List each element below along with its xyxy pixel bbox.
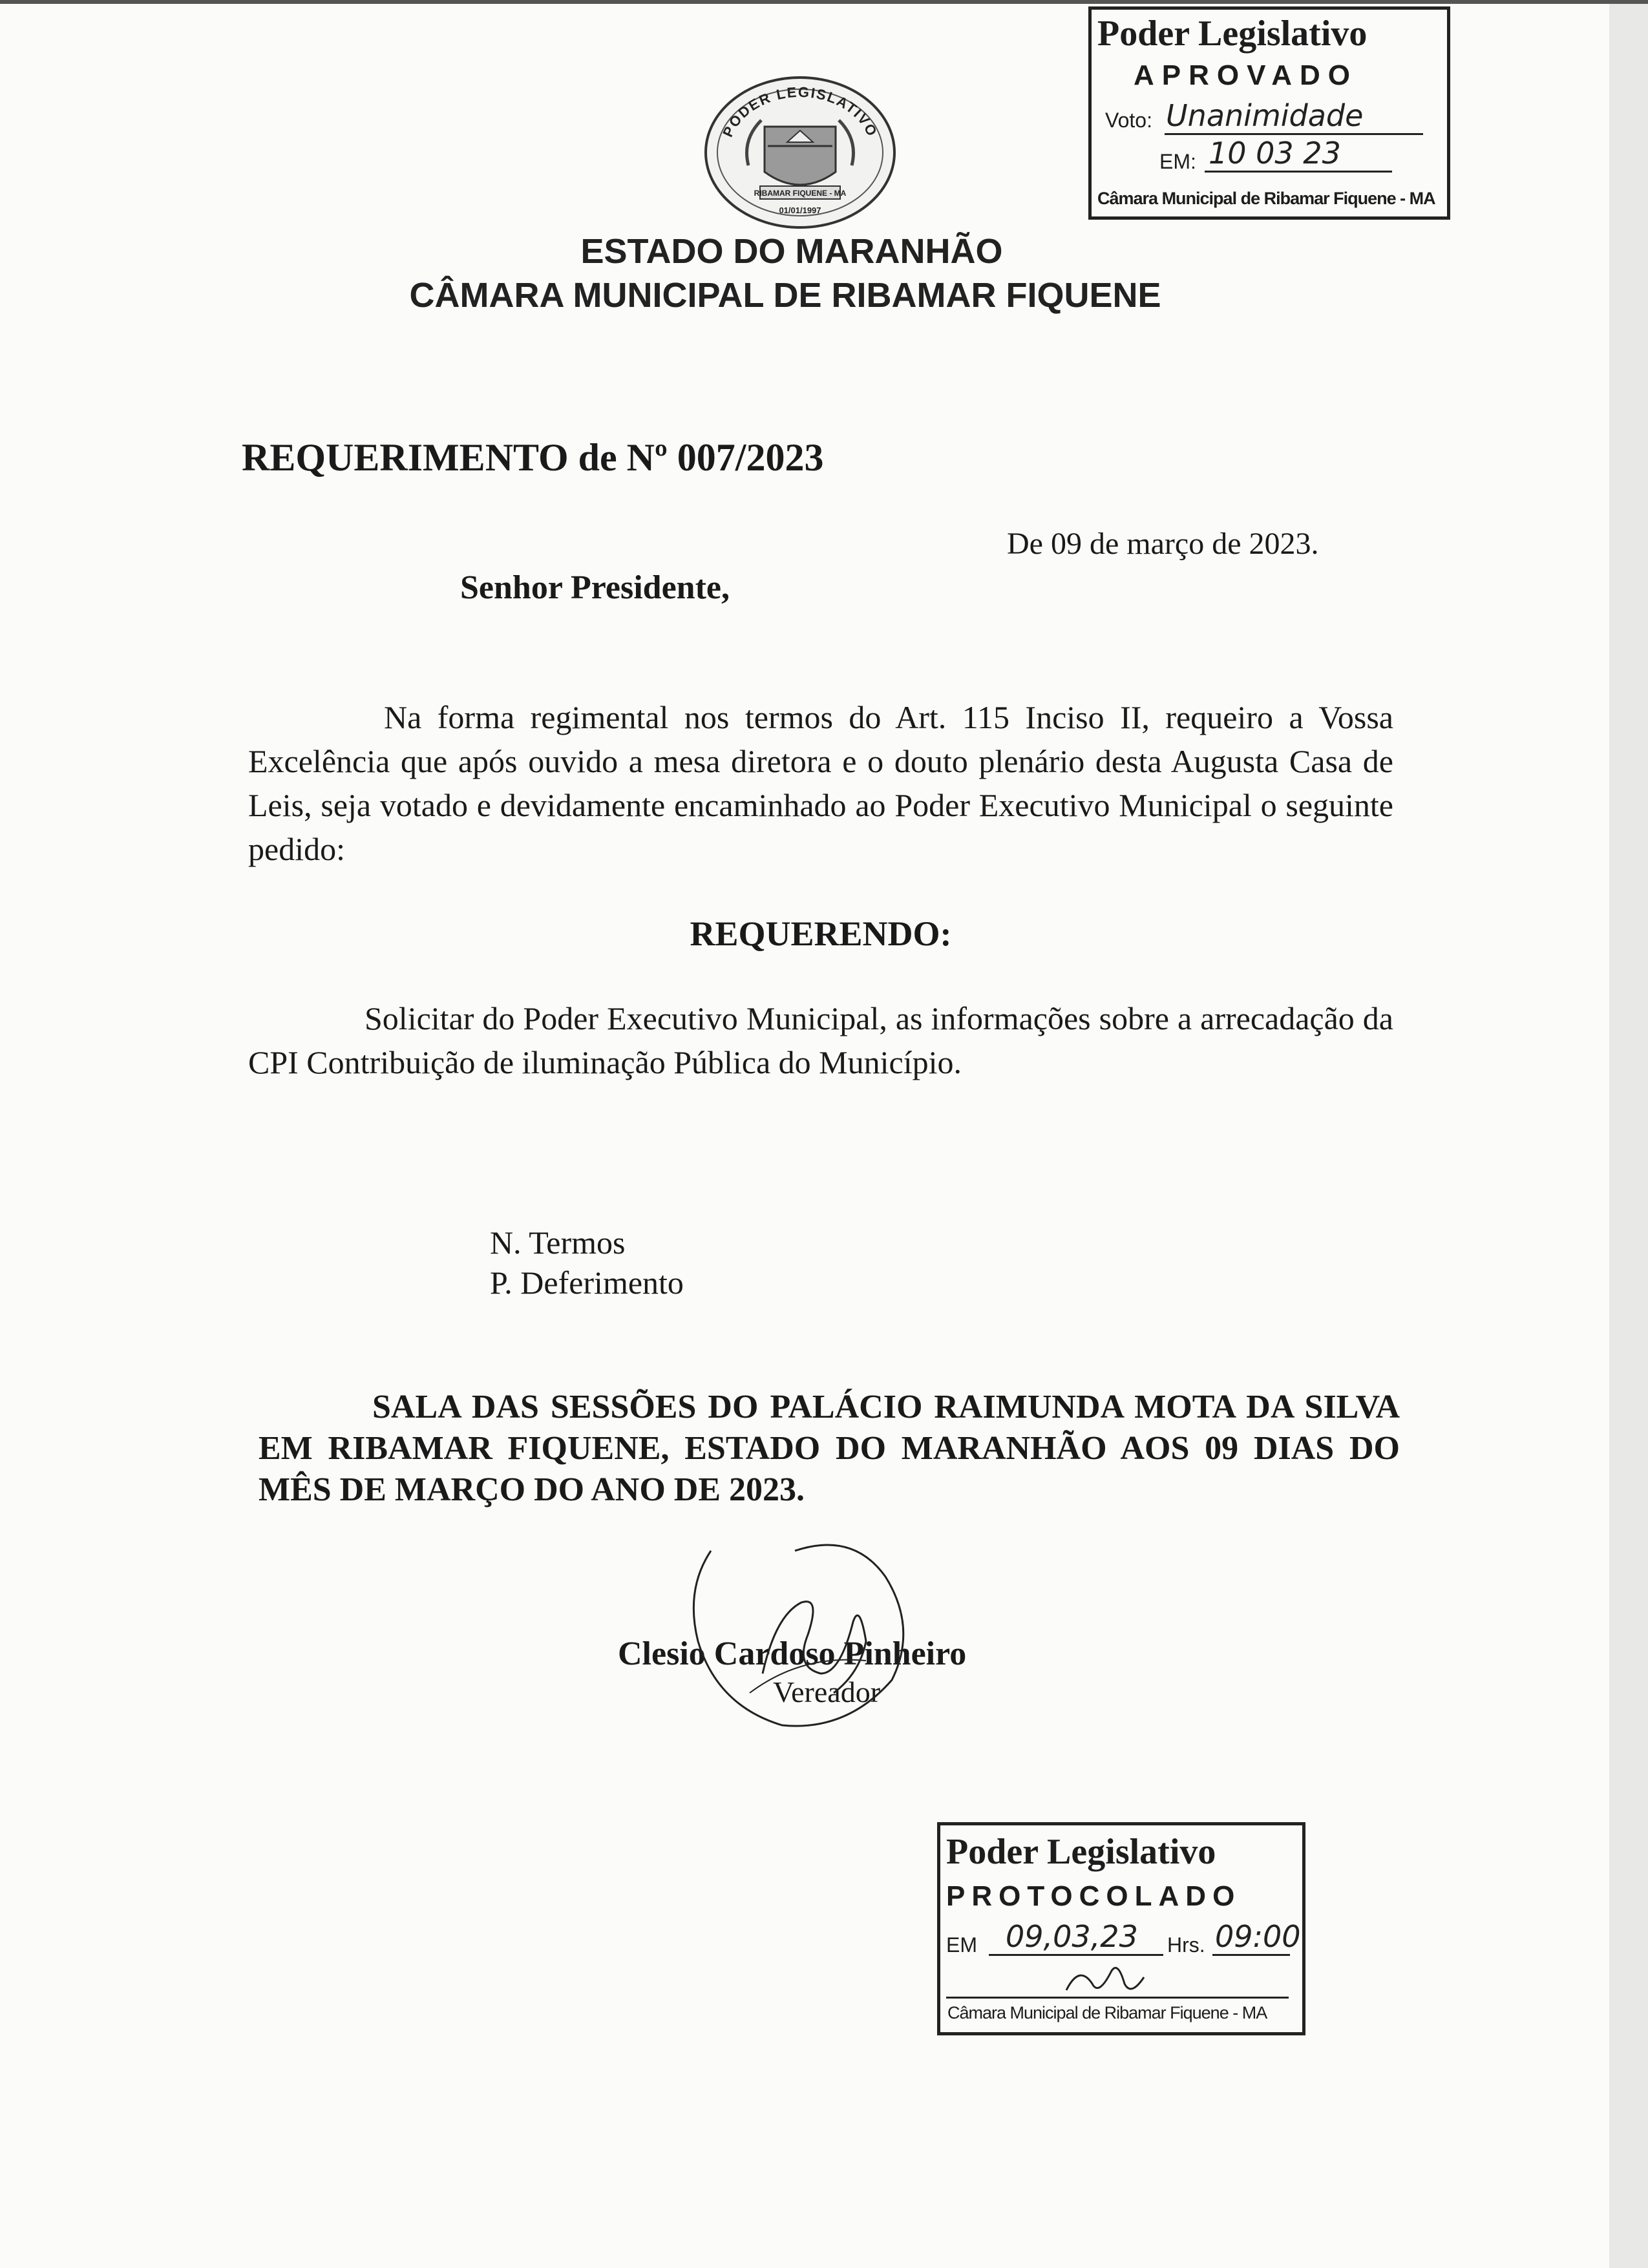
signer-role: Vereador (773, 1675, 881, 1708)
voto-underline (1165, 133, 1423, 135)
session-hall-statement: SALA DAS SESSÕES DO PALÁCIO RAIMUNDA MOTA DA SILVA EM RIBAMAR FIQUENE, ESTADO DO MARANHÃO AOS 09 DIAS DO MÊS DE MARÇO DO ANO DE 2023. (259, 1389, 1400, 1508)
handwritten-signature (672, 1512, 931, 1745)
protocol-stamp-title: Poder Legislativo (946, 1832, 1216, 1872)
scan-border (0, 0, 1648, 4)
protocol-date-underline (989, 1954, 1163, 1956)
state-heading: ESTADO DO MARANHÃO (580, 232, 1003, 271)
protocol-stamp-footer: Câmara Municipal de Ribamar Fiquene - MA (947, 2003, 1267, 2022)
protocol-em-label: EM (946, 1933, 977, 1957)
seal-ring-text: PODER LEGISLATIVO (719, 83, 881, 140)
protocol-stamp-status: PROTOCOLADO (946, 1880, 1241, 1912)
protocol-time-value: 09:00 (1215, 1919, 1301, 1954)
document-date: De 09 de março de 2023. (1007, 527, 1319, 561)
approved-stamp-footer: Câmara Municipal de Ribamar Fiquene - MA (1097, 189, 1435, 208)
requerendo-heading: REQUERENDO: (690, 914, 952, 953)
approval-date-value: 10 03 23 (1209, 136, 1341, 171)
approved-stamp-status: APROVADO (1134, 59, 1358, 91)
voto-label: Voto: (1105, 109, 1152, 132)
chamber-seal-emblem (703, 75, 897, 233)
body-paragraph-1: Na forma regimental nos termos do Art. 115 Inciso II, requeiro a Vossa Excelência que após ouvido a mesa diretora e o douto plenário desta Augusta Casa de Leis, seja votado e devidamente encaminhado ao Poder Executivo Municipal o seguinte pedido: (248, 699, 1393, 867)
body-paragraph-2: Solicitar do Poder Executivo Municipal, as informações sobre a arrecadação da CPI Contribuição de iluminação Pública do Município. (248, 1000, 1393, 1080)
protocol-signature-line (946, 1997, 1289, 1999)
hrs-label: Hrs. (1167, 1933, 1205, 1957)
seal-founded-date: 01/01/1997 (779, 205, 821, 215)
seal-bottom-text: RIBAMAR FIQUENE - MA (754, 189, 847, 198)
em-label: EM: (1159, 150, 1196, 173)
approved-stamp (1088, 6, 1450, 220)
chamber-heading: CÂMARA MUNICIPAL DE RIBAMAR FIQUENE (409, 276, 1161, 315)
protocol-stamp (937, 1822, 1308, 2042)
page-edge (1609, 0, 1648, 2268)
salutation: Senhor Presidente, (460, 569, 730, 606)
protocol-date-value: 09,03,23 (1006, 1919, 1138, 1954)
em-underline (1205, 171, 1392, 173)
hrs-underline (1212, 1954, 1290, 1956)
document-title: REQUERIMENTO de Nº 007/2023 (242, 436, 824, 479)
signer-name: Clesio Cardoso Pinheiro (618, 1635, 967, 1672)
closing-line-1: N. Termos (490, 1224, 626, 1261)
approved-stamp-title: Poder Legislativo (1097, 14, 1368, 54)
voto-value: Unanimidade (1166, 98, 1364, 133)
closing-line-2: P. Deferimento (490, 1265, 684, 1301)
